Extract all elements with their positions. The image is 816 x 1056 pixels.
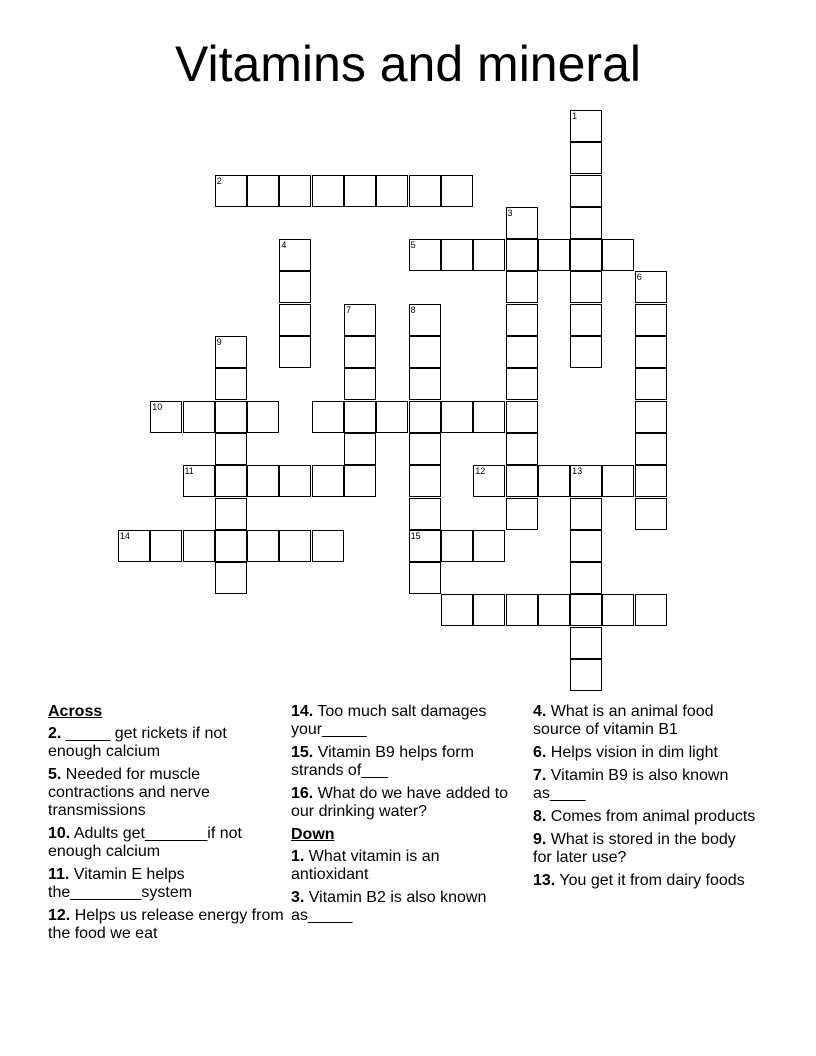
grid-cell[interactable] — [441, 594, 473, 626]
clue-number: 9 — [216, 337, 222, 347]
grid-cell[interactable] — [409, 368, 441, 400]
grid-cell[interactable] — [570, 498, 602, 530]
clue-number: 12 — [475, 466, 486, 477]
clue-item: 10. Adults get_______if not enough calcium — [48, 825, 242, 860]
grid-cell[interactable] — [570, 465, 602, 497]
grid-cell[interactable] — [409, 336, 441, 368]
grid-cell[interactable] — [247, 530, 279, 562]
grid-cell[interactable] — [635, 401, 667, 433]
clue-number: 11 — [184, 466, 194, 477]
clue-item: 3. Vitamin B2 is also known as_____ — [291, 889, 487, 924]
clue-number: 6 — [636, 272, 642, 283]
clue-item: 15. Vitamin B9 helps form strands of___ — [291, 744, 474, 779]
page-title: Vitamins and mineral — [175, 36, 641, 92]
grid-cell[interactable] — [570, 336, 602, 368]
grid-cell[interactable] — [150, 530, 182, 562]
grid-cell[interactable] — [215, 465, 247, 497]
down-heading: Down — [291, 826, 335, 843]
clue-item: 7. Vitamin B9 is also known as____ — [533, 767, 729, 802]
grid-cell[interactable] — [279, 304, 311, 336]
grid-cell[interactable] — [118, 530, 150, 562]
grid-cell[interactable] — [312, 465, 344, 497]
grid-cell[interactable] — [279, 465, 311, 497]
grid-cell[interactable] — [215, 401, 247, 433]
grid-cell[interactable] — [635, 368, 667, 400]
grid-cell[interactable] — [215, 498, 247, 530]
grid-cell[interactable] — [409, 465, 441, 497]
grid-cell[interactable] — [473, 239, 505, 271]
grid-cell[interactable] — [279, 271, 311, 303]
grid-cell[interactable] — [279, 530, 311, 562]
grid-cell[interactable] — [635, 336, 667, 368]
grid-cell[interactable] — [538, 594, 570, 626]
clue-number: 2 — [216, 175, 222, 186]
grid-cell[interactable] — [344, 336, 376, 368]
grid-cell[interactable] — [409, 498, 441, 530]
grid-cell[interactable] — [376, 175, 408, 207]
clue-item: 13. You get it from dairy foods — [533, 872, 745, 889]
grid-cell[interactable] — [312, 175, 344, 207]
clue-number: 1 — [572, 110, 578, 121]
grid-cell[interactable] — [538, 465, 570, 497]
grid-cell[interactable] — [312, 530, 344, 562]
grid-cell[interactable] — [344, 401, 376, 433]
grid-cell[interactable] — [602, 239, 634, 271]
clue-number: 5 — [410, 240, 416, 251]
clue-item: 1. What vitamin is an antioxidant — [291, 848, 440, 883]
grid-cell[interactable] — [215, 530, 247, 562]
grid-cell[interactable] — [441, 530, 473, 562]
clue-item: 5. Needed for muscle contractions and nerve transmissions — [48, 766, 210, 819]
grid-cell[interactable] — [215, 336, 247, 368]
grid-cell[interactable] — [344, 465, 376, 497]
grid-cell[interactable] — [570, 530, 602, 562]
grid-cell[interactable] — [215, 175, 247, 207]
grid-cell[interactable] — [215, 433, 247, 465]
grid-cell[interactable] — [247, 465, 279, 497]
grid-cell[interactable] — [570, 659, 602, 691]
grid-cell[interactable] — [409, 530, 441, 562]
grid-cell[interactable] — [344, 368, 376, 400]
grid-cell[interactable] — [635, 594, 667, 626]
grid-cell[interactable] — [570, 207, 602, 239]
grid-cell[interactable] — [570, 239, 602, 271]
grid-cell[interactable] — [506, 433, 538, 465]
grid-cell[interactable] — [635, 271, 667, 303]
grid-cell[interactable] — [506, 207, 538, 239]
grid-cell[interactable] — [183, 530, 215, 562]
grid-cell[interactable] — [473, 465, 505, 497]
clue-number: 3 — [507, 207, 513, 218]
grid-cell[interactable] — [183, 401, 215, 433]
clue-column-2 — [291, 703, 516, 930]
grid-cell[interactable] — [506, 401, 538, 433]
grid-cell[interactable] — [441, 175, 473, 207]
grid-cell[interactable] — [506, 498, 538, 530]
clue-item: 6. Helps vision in dim light — [533, 744, 718, 761]
grid-cell[interactable] — [538, 239, 570, 271]
grid-cell[interactable] — [506, 239, 538, 271]
grid-cell[interactable] — [215, 368, 247, 400]
grid-cell[interactable] — [635, 304, 667, 336]
clue-number: 8 — [410, 304, 416, 315]
grid-cell[interactable] — [344, 433, 376, 465]
grid-cell[interactable] — [279, 239, 311, 271]
grid-cell[interactable] — [473, 530, 505, 562]
clue-number: 10 — [152, 401, 163, 412]
clue-item: 11. Vitamin E helps the________system — [48, 866, 193, 901]
grid-cell[interactable] — [409, 175, 441, 207]
grid-cell[interactable] — [344, 175, 376, 207]
clue-item: 2. _____ get rickets if not enough calcium — [48, 725, 227, 760]
grid-cell[interactable] — [506, 304, 538, 336]
grid-cell[interactable] — [279, 175, 311, 207]
grid-cell[interactable] — [215, 562, 247, 594]
clue-item: 12. Helps us release energy from the food we eat — [48, 907, 284, 942]
clue-item: 9. What is stored in the body for later use? — [533, 831, 736, 866]
grid-cell[interactable] — [183, 465, 215, 497]
grid-cell[interactable] — [506, 368, 538, 400]
clue-number: 7 — [346, 304, 352, 315]
grid-cell[interactable] — [409, 401, 441, 433]
grid-cell[interactable] — [344, 304, 376, 336]
clue-number: 15 — [410, 530, 421, 541]
across-heading: Across — [48, 703, 103, 720]
clue-item: 4. What is an animal food source of vitamin B1 — [533, 703, 714, 738]
grid-cell[interactable] — [409, 304, 441, 336]
grid-cell[interactable] — [570, 627, 602, 659]
clue-item: 16. What do we have added to our drinking water? — [291, 785, 509, 820]
grid-cell[interactable] — [279, 336, 311, 368]
grid-cell[interactable] — [247, 401, 279, 433]
grid-cell[interactable] — [506, 271, 538, 303]
grid-cell[interactable] — [409, 433, 441, 465]
clue-item: 8. Comes from animal products — [533, 808, 756, 825]
grid-cell[interactable] — [602, 465, 634, 497]
grid-cell[interactable] — [570, 304, 602, 336]
grid-cell[interactable] — [473, 401, 505, 433]
grid-cell[interactable] — [570, 562, 602, 594]
grid-cell[interactable] — [441, 239, 473, 271]
grid-cell[interactable] — [635, 498, 667, 530]
grid-cell[interactable] — [506, 594, 538, 626]
grid-cell[interactable] — [570, 271, 602, 303]
grid-cell[interactable] — [570, 142, 602, 174]
grid-cell[interactable] — [473, 594, 505, 626]
clue-item: 14. Too much salt damages your_____ — [291, 703, 487, 738]
grid-cell[interactable] — [441, 401, 473, 433]
grid-cell[interactable] — [570, 175, 602, 207]
grid-cell[interactable] — [506, 336, 538, 368]
clue-number: 4 — [281, 240, 287, 251]
clue-number: 13 — [572, 466, 583, 477]
grid-cell[interactable] — [570, 110, 602, 142]
clue-column-1 — [48, 703, 284, 948]
clue-column-3 — [533, 703, 758, 895]
grid-cell[interactable] — [247, 175, 279, 207]
clue-number: 14 — [119, 530, 130, 541]
grid-cell[interactable] — [376, 401, 408, 433]
grid-cell[interactable] — [635, 465, 667, 497]
grid-cell[interactable] — [635, 433, 667, 465]
grid-cell[interactable] — [506, 465, 538, 497]
grid-cell[interactable] — [409, 562, 441, 594]
grid-cell[interactable] — [409, 239, 441, 271]
grid-cell[interactable] — [150, 401, 182, 433]
grid-cell[interactable] — [312, 401, 344, 433]
grid-cell[interactable] — [570, 594, 602, 626]
grid-cell[interactable] — [602, 594, 634, 626]
